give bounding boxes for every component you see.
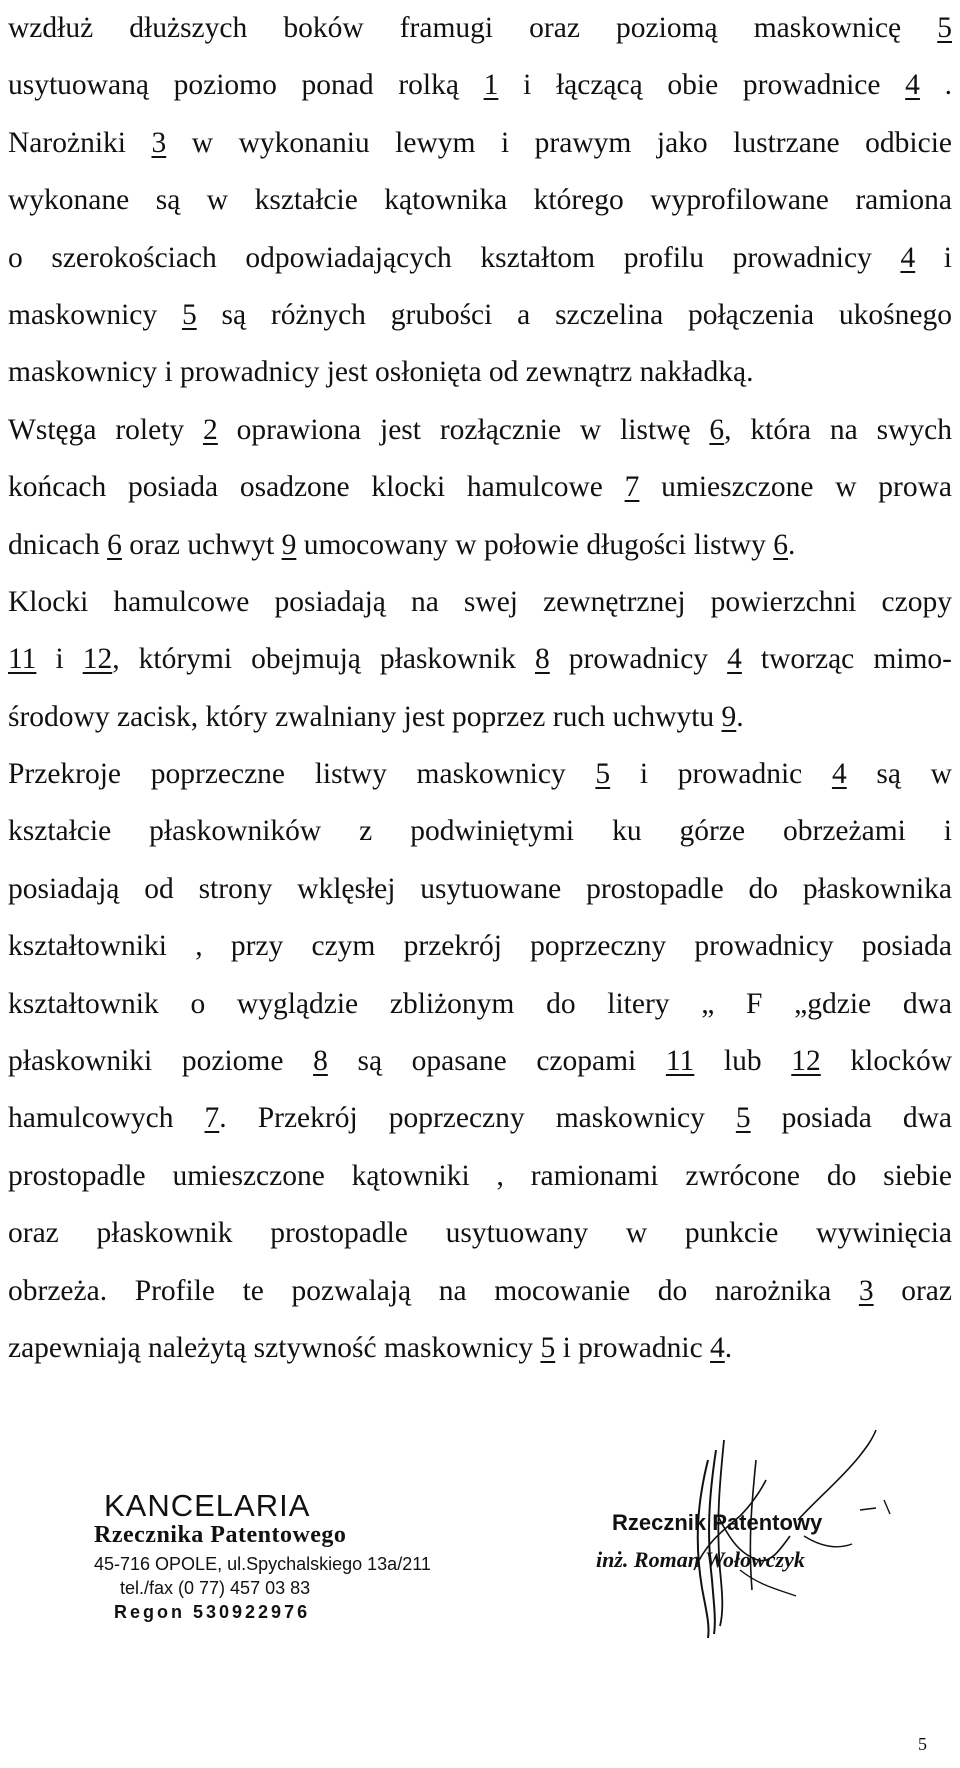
text-line <box>8 115 952 172</box>
text-segment: maskownicy <box>8 298 182 331</box>
text-segment: Wstęga rolety <box>8 413 204 446</box>
reference-number: 12 <box>82 643 113 676</box>
text-segment: tworząc mimo- <box>741 643 952 676</box>
text-segment: Narożniki <box>8 126 152 159</box>
text-segment: są różnych grubości a szczelina połączenia ukośnego <box>196 298 952 331</box>
reference-number: 4 <box>831 758 847 791</box>
stamp-phone: tel./fax (0 77) 457 03 83 <box>120 1578 311 1598</box>
handwritten-signature-icon <box>590 1420 910 1660</box>
reference-number: 6 <box>709 413 725 446</box>
text-line <box>8 803 952 860</box>
text-segment: środowy zacisk, który zwalniany jest poprzez ruch uchwytu <box>8 700 722 733</box>
text-segment: w wykonaniu lewym i prawym jako lustrzane odbicie <box>166 126 952 159</box>
text-line <box>8 230 952 287</box>
text-segment: oraz płaskownik prostopadle usytuowany w punkcie wywinięcia <box>8 1217 952 1250</box>
text-segment: i <box>36 643 83 676</box>
text-segment: są w <box>846 758 952 791</box>
text-segment: , którymi obejmują płaskownik <box>112 643 535 676</box>
text-line <box>8 344 952 401</box>
stamp-office-subtitle: Rzecznika Patentowego <box>94 1522 347 1548</box>
text-line <box>8 631 952 688</box>
text-segment: . <box>736 700 744 733</box>
text-line <box>8 861 952 918</box>
text-segment: prowadnicy <box>549 643 728 676</box>
text-line <box>8 689 952 746</box>
reference-number: 4 <box>905 69 920 102</box>
reference-number: 3 <box>151 126 167 159</box>
reference-number: 5 <box>181 298 197 331</box>
text-line <box>8 918 952 975</box>
text-segment: Klocki hamulcowe posiadają na swej zewnętrznej powierzchni czopy <box>8 585 952 618</box>
text-line <box>8 1033 952 1090</box>
text-segment: lub <box>694 1045 792 1078</box>
reference-number: 4 <box>900 241 916 274</box>
text-segment: Przekroje poprzeczne listwy maskownicy <box>8 758 596 791</box>
text-segment: . <box>787 528 796 561</box>
reference-number: 8 <box>313 1045 328 1078</box>
text-line <box>8 1148 952 1205</box>
document-body <box>8 0 952 1377</box>
text-line <box>8 517 952 574</box>
reference-number: 5 <box>540 1331 556 1364</box>
reference-number: 6 <box>107 528 122 561</box>
text-segment: oraz uchwyt <box>121 528 282 561</box>
text-segment: i prowadnic <box>555 1331 711 1364</box>
text-segment: umocowany w połowie długości listwy <box>296 528 774 561</box>
reference-number: 12 <box>791 1045 821 1078</box>
signature-block <box>590 1420 910 1660</box>
reference-number: 11 <box>665 1045 695 1078</box>
reference-number: 8 <box>535 643 550 676</box>
signature-title: Rzecznik Patentowy <box>612 1510 823 1535</box>
text-line <box>8 57 952 114</box>
text-segment: posiada dwa <box>750 1102 952 1135</box>
stamp-regon: Regon 530922976 <box>114 1602 311 1622</box>
text-segment: wykonane są w kształcie kątownika którego wyprofilowane ramiona <box>8 184 952 217</box>
text-line <box>8 746 952 803</box>
text-line <box>8 1090 952 1147</box>
text-segment: i prowadnic <box>610 758 832 791</box>
reference-number: 9 <box>281 528 297 561</box>
reference-number: 2 <box>203 413 218 446</box>
text-segment: kształtowniki , przy czym przekrój poprzeczny prowadnicy posiada <box>8 930 952 963</box>
text-segment: kształcie płaskowników z podwiniętymi ku górze obrzeżami i <box>8 815 952 848</box>
stamp-address: 45-716 OPOLE, ul.Spychalskiego 13a/211 <box>94 1554 431 1574</box>
text-segment: usytuowaną poziomo ponad rolką <box>8 69 484 102</box>
text-segment: umieszczone w prowa <box>639 471 952 504</box>
reference-number: 4 <box>710 1331 725 1364</box>
text-segment: , która na swych <box>724 413 952 446</box>
text-segment: oraz <box>873 1274 952 1307</box>
reference-number: 1 <box>483 69 499 102</box>
page-number: 5 <box>918 1734 927 1754</box>
text-line <box>8 459 952 516</box>
text-segment: płaskowniki poziome <box>8 1045 314 1078</box>
reference-number: 7 <box>624 471 640 504</box>
reference-number: 11 <box>8 643 37 676</box>
text-line <box>8 287 952 344</box>
text-segment: . <box>724 1331 733 1364</box>
text-segment: klocków <box>820 1045 952 1078</box>
text-segment: obrzeża. Profile te pozwalają na mocowanie do narożnika <box>8 1274 859 1307</box>
text-line <box>8 0 952 57</box>
text-line <box>8 172 952 229</box>
text-segment: . Przekrój poprzeczny maskownicy <box>219 1102 736 1135</box>
text-segment: końcach posiada osadzone klocki hamulcowe <box>8 471 625 504</box>
reference-number: 3 <box>858 1274 874 1307</box>
reference-number: 5 <box>735 1102 751 1135</box>
text-segment: dnicach <box>8 528 108 561</box>
reference-number: 4 <box>727 643 742 676</box>
text-segment: zapewniają należytą sztywność maskownicy <box>8 1331 541 1364</box>
text-segment: maskownicy i prowadnicy jest osłonięta od zewnątrz nakładką. <box>8 356 754 389</box>
reference-number: 6 <box>773 528 788 561</box>
text-segment: wzdłuż dłuższych boków framugi oraz poziomą maskownicę <box>8 12 938 44</box>
office-stamp <box>94 1488 434 1638</box>
text-segment: posiadają od strony wklęsłej usytuowane prostopadle do płaskownika <box>8 872 952 905</box>
text-line <box>8 574 952 631</box>
text-line <box>8 1320 952 1377</box>
text-segment: i <box>915 241 952 274</box>
text-segment: . <box>919 69 952 102</box>
text-segment: prostopadle umieszczone kątowniki , ramionami zwrócone do siebie <box>8 1159 952 1192</box>
text-line <box>8 402 952 459</box>
stamp-office-name: KANCELARIA <box>104 1488 311 1523</box>
text-segment: o szerokościach odpowiadających kształtom profilu prowadnicy <box>8 241 901 274</box>
text-segment: kształtownik o wyglądzie zbliżonym do litery „ F „gdzie dwa <box>8 987 952 1020</box>
text-segment: są opasane czopami <box>327 1045 666 1078</box>
reference-number: 5 <box>937 12 952 44</box>
text-segment: oprawiona jest rozłącznie w listwę <box>217 413 710 446</box>
text-line <box>8 976 952 1033</box>
text-line <box>8 1263 952 1320</box>
reference-number: 5 <box>595 758 611 791</box>
text-segment: i łączącą obie prowadnice <box>498 69 906 102</box>
reference-number: 9 <box>721 700 737 733</box>
text-line <box>8 1205 952 1262</box>
reference-number: 7 <box>204 1102 220 1135</box>
signature-name: inż. Roman Wołowczyk <box>596 1547 805 1572</box>
text-segment: hamulcowych <box>8 1102 205 1135</box>
